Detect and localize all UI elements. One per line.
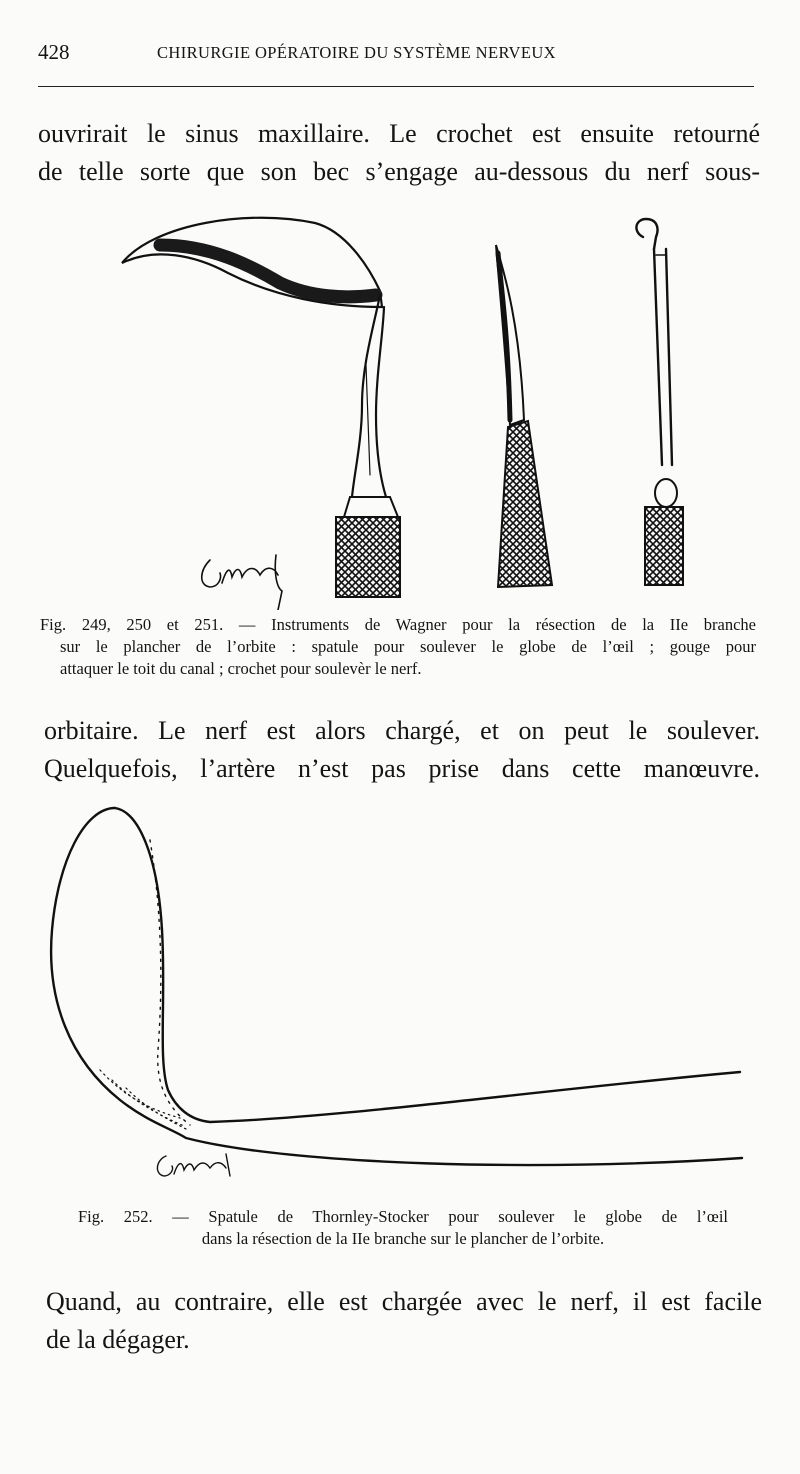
figure-wagner-instruments	[100, 215, 720, 610]
figure-1-caption-line-3: attaquer le toit du canal ; crochet pour soulevèr le nerf.	[60, 659, 422, 678]
signature-figure-1	[202, 555, 282, 610]
paragraph-1-line-1: ouvrirait le sinus maxillaire. Le crochet est ensuite retourné	[38, 119, 760, 148]
page-number: 428	[38, 40, 70, 64]
figure-2-caption	[78, 1206, 728, 1250]
paragraph-2	[44, 712, 760, 788]
page-header	[38, 40, 754, 66]
spatula-instrument-drawing	[122, 218, 400, 597]
running-head: CHIRURGIE OPÉRATOIRE DU SYSTÈME NERVEUX	[157, 43, 556, 62]
figure-1-caption	[40, 614, 756, 680]
figure-2-caption-line-1: Fig. 252. — Spatule de Thornley-Stocker pour soulever le globe de l’œil	[78, 1207, 728, 1226]
signature-figure-2	[157, 1154, 230, 1176]
figure-1-caption-line-2: sur le plancher de l’orbite : spatule pour soulever le globe de l’œil ; gouge pour	[60, 637, 756, 656]
figure-thornley-stocker-spatula	[40, 800, 760, 1195]
hook-instrument-drawing	[636, 219, 683, 585]
paragraph-1	[38, 115, 760, 191]
paragraph-3-line-2: de la dégager.	[46, 1325, 190, 1354]
paragraph-2-line-2: Quelquefois, l’artère n’est pas prise dans cette manœuvre.	[44, 754, 760, 783]
spatula-drawing	[51, 808, 742, 1165]
gouge-instrument-drawing	[496, 245, 552, 587]
figure-1-caption-line-1: Fig. 249, 250 et 251. — Instruments de Wagner pour la résection de la IIe branche	[40, 615, 756, 634]
paragraph-1-line-2: de telle sorte que son bec s’engage au-dessous du nerf sous-	[38, 157, 760, 186]
figure-2-caption-line-2: dans la résection de la IIe branche sur le plancher de l’orbite.	[201, 1229, 605, 1248]
paragraph-3	[46, 1283, 762, 1359]
paragraph-3-line-1: Quand, au contraire, elle est chargée avec le nerf, il est facile	[46, 1287, 762, 1316]
header-rule	[38, 86, 754, 87]
paragraph-2-line-1: orbitaire. Le nerf est alors chargé, et on peut le soulever.	[44, 716, 760, 745]
